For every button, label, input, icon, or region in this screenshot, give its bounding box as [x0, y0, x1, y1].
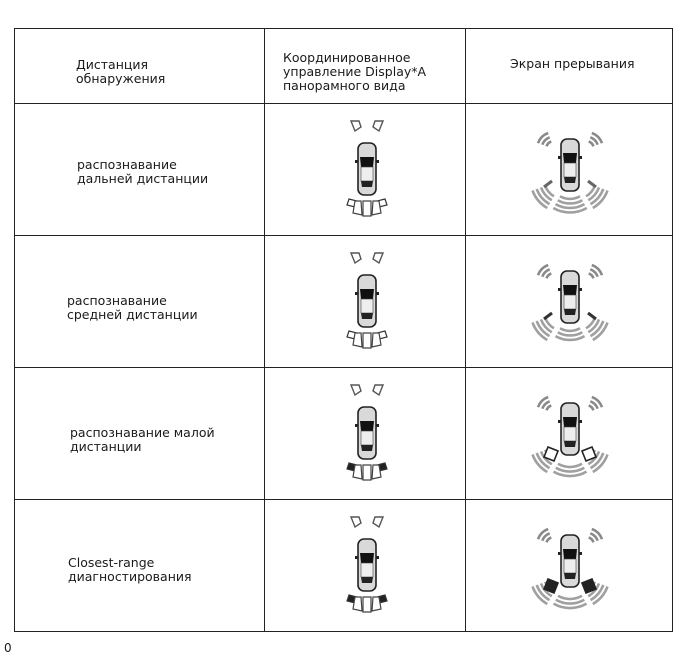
interrupt-screen-illustration-closest	[515, 509, 625, 623]
row-divider	[15, 103, 672, 104]
row-divider	[15, 499, 672, 500]
panoramic-car-illustration-closest	[333, 509, 401, 623]
car-icon	[558, 271, 582, 323]
panoramic-car-illustration-medium	[333, 245, 401, 359]
car-icon	[558, 535, 582, 587]
car-icon	[355, 539, 379, 591]
row-label-medium: распознавание средней дистанции	[67, 293, 198, 322]
car-icon	[355, 143, 379, 195]
row-label-near: распознавание малой дистанции	[70, 425, 215, 454]
panoramic-car-illustration-near	[333, 377, 401, 491]
header-panoramic-view-display: Координированное управление Display*A панорамного вида	[283, 50, 427, 93]
row-divider	[15, 367, 672, 368]
car-icon	[355, 407, 379, 459]
header-detection-distance: Дистанция обнаружения	[76, 57, 166, 86]
row-label-far: распознавание дальней дистанции	[77, 157, 209, 186]
column-divider	[465, 29, 466, 631]
panoramic-car-illustration-far	[333, 113, 401, 227]
car-icon	[558, 139, 582, 191]
interrupt-screen-illustration-medium	[515, 245, 625, 359]
car-icon	[355, 275, 379, 327]
column-divider	[264, 29, 265, 631]
car-icon	[558, 403, 582, 455]
interrupt-screen-illustration-far	[515, 113, 625, 227]
interrupt-screen-illustration-near	[515, 377, 625, 491]
detection-distance-table	[14, 28, 673, 632]
footnote-mark: 0	[4, 641, 12, 655]
header-interrupt-screen: Экран прерывания	[510, 56, 635, 71]
row-divider	[15, 235, 672, 236]
row-label-closest: Closest-range диагностирования	[68, 555, 192, 584]
